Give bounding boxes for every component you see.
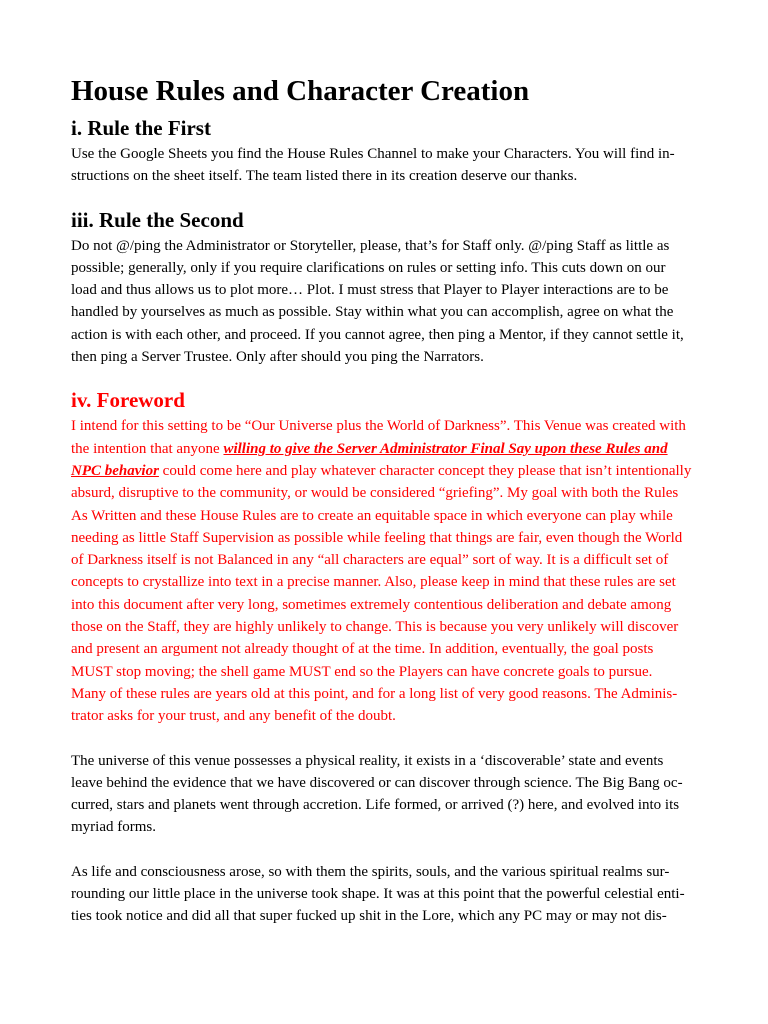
text-line: curred, stars and planets went through accretion. Life formed, or arrived (?) here, and evolved into its (71, 797, 680, 814)
text-line: As life and consciousness arose, so with them the spirits, souls, and the various spiritual realms sur- (71, 863, 670, 880)
text-line: concepts to crystallize into text in a precise manner. Also, please keep in mind that these rules are set (71, 574, 676, 591)
text-line: then ping a Server Trustee. Only after should you ping the Narrators. (71, 349, 484, 366)
text-run: could come here and play whatever character concept they please that isn’t intentionally (158, 462, 692, 479)
text-line: action is with each other, and proceed. If you cannot agree, then ping a Mentor, if they cannot settle it, (71, 326, 684, 343)
text-line (71, 438, 701, 460)
text-line: absurd, disruptive to the community, or would be considered “griefing”. My goal with both the Rules (71, 485, 679, 502)
section-heading-foreword: iv. Foreword (71, 388, 185, 413)
text-line: handled by yourselves as much as possible. Stay within what you can accomplish, agree on what the (71, 304, 674, 321)
text-line: trator asks for your trust, and any benefit of the doubt. (71, 708, 396, 725)
section-body-foreword (71, 415, 701, 727)
text-line: The universe of this venue possesses a physical reality, it exists in a ‘discoverable’ state and events (71, 752, 664, 769)
text-line: As Written and these House Rules are to create an equitable space in which everyone can play while (71, 507, 673, 524)
text-line: load and thus allows us to plot more… Plot. I must stress that Player to Player interactions are to be (71, 282, 669, 299)
text-line: of Darkness itself is not Balanced in any “all characters are equal” sort of way. It is a difficult set of (71, 552, 669, 569)
text-line: MUST stop moving; the shell game MUST end so the Players can have concrete goals to pursue. (71, 663, 653, 680)
document-page (71, 72, 701, 928)
text-line: needing as little Staff Supervision as possible while feeling that things are fair, even though the World (71, 529, 683, 546)
text-line: Many of these rules are years old at this point, and for a long list of very good reasons. The Adminis- (71, 685, 678, 702)
text-line: Use the Google Sheets you find the House Rules Channel to make your Characters. You will find in- (71, 146, 675, 162)
emphasis-text: willing to give the Server Administrator Final Say upon these Rules and (223, 440, 668, 457)
text-line: ties took notice and did all that super fucked up shit in the Lore, which any PC may or may not dis- (71, 908, 667, 925)
section-heading-rule-first: i. Rule the First (71, 116, 211, 140)
emphasis-text: NPC behavior (71, 462, 159, 479)
text-line: rounding our little place in the universe took shape. It was at this point that the powerful celestial enti- (71, 886, 685, 903)
section-body-rule-second (71, 235, 701, 369)
paragraph-life-consciousness (71, 861, 701, 928)
document-title: House Rules and Character Creation (71, 75, 530, 107)
text-line: myriad forms. (71, 819, 156, 836)
text-line: I intend for this setting to be “Our Universe plus the World of Darkness”. This Venue was created with (71, 418, 686, 435)
text-line: Do not @/ping the Administrator or Storyteller, please, that’s for Staff only. @/ping Staff as little as (71, 237, 670, 254)
text-line: into this document after very long, sometimes extremely contentious deliberation and debate among (71, 596, 672, 613)
text-line: leave behind the evidence that we have discovered or can discover through science. The Big Bang oc- (71, 774, 683, 791)
section-heading-rule-second: iii. Rule the Second (71, 207, 244, 232)
paragraph-universe (71, 750, 701, 839)
text-line: those on the Staff, they are highly unlikely to change. This is because you very unlikely will discover (71, 619, 679, 636)
text-line: possible; generally, only if you require clarifications on rules or setting info. This cuts down on our (71, 259, 666, 276)
text-run: the intention that anyone (71, 440, 224, 457)
text-line: and present an argument not already thought of at the time. In addition, eventually, the goal posts (71, 641, 654, 658)
text-line: structions on the sheet itself. The team listed there in its creation deserve our thanks. (71, 168, 578, 185)
text-line (71, 460, 701, 482)
section-body-rule-first (71, 143, 701, 188)
